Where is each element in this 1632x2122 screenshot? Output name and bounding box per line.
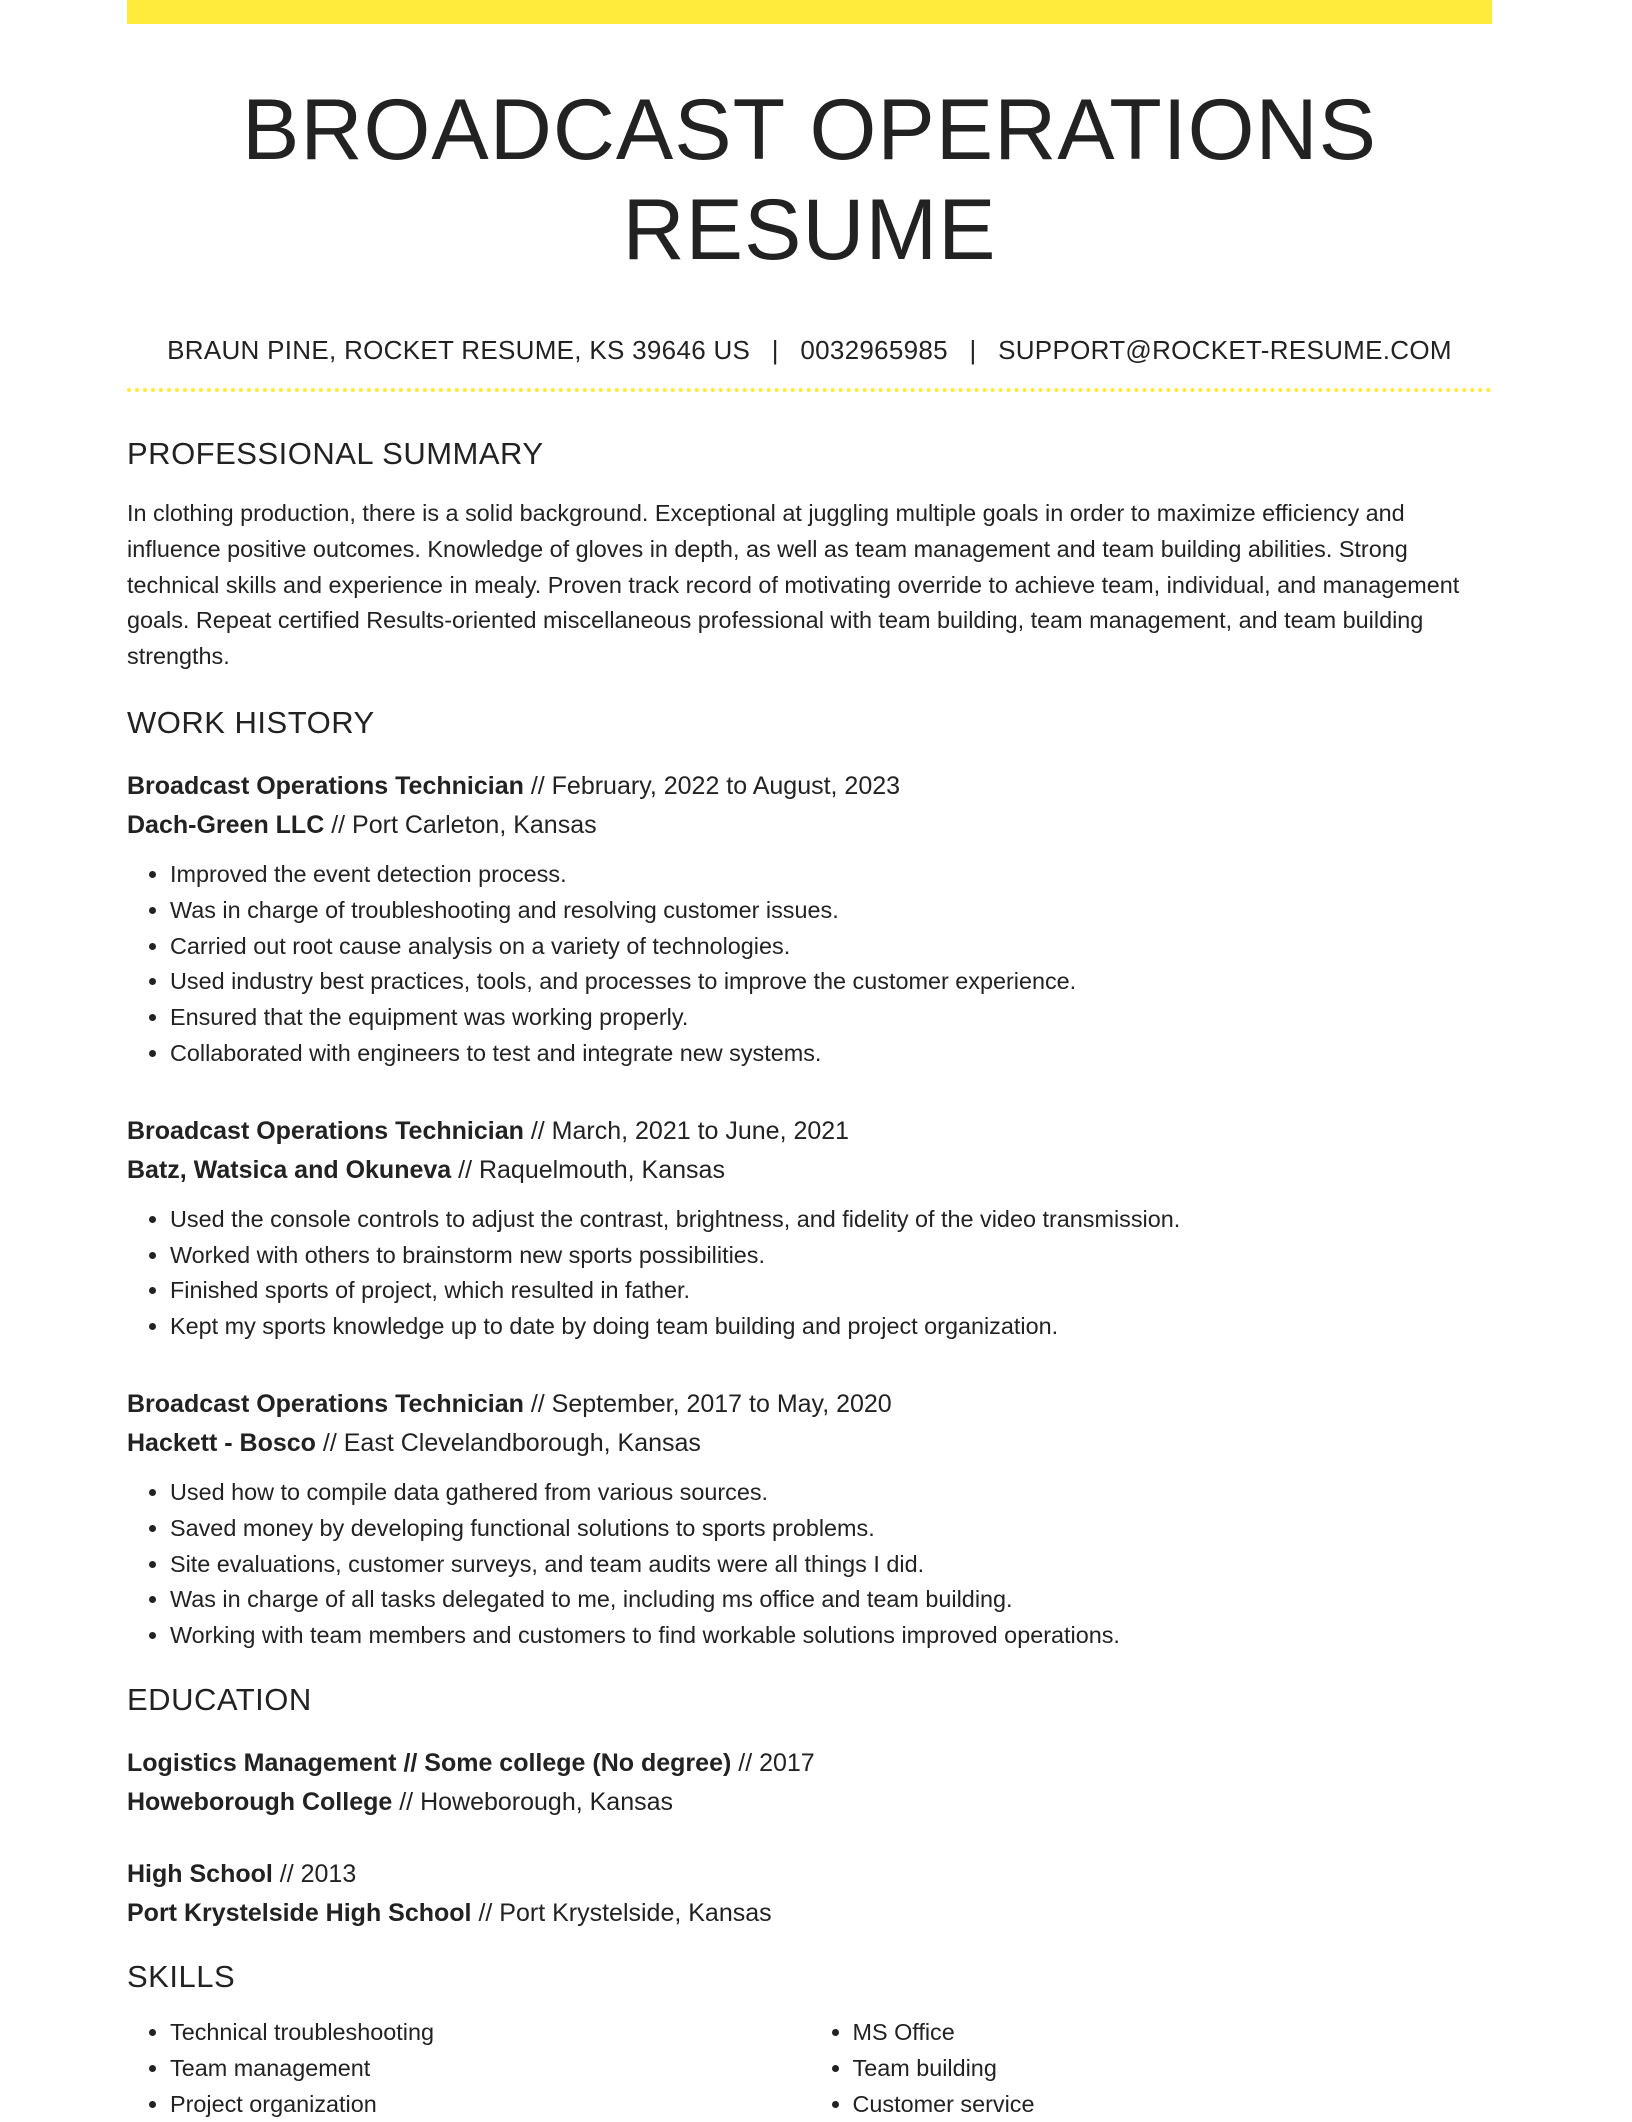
education-location: // Howeborough, Kansas — [392, 1787, 674, 1816]
job-bullet: • Kept my sports knowledge up to date by doing team building and project organization. — [170, 1309, 1492, 1345]
job-dates: // February, 2022 to August, 2023 — [523, 771, 901, 800]
skills-column-right — [810, 2015, 1493, 2122]
summary-text: In clothing production, there is a solid background. Exceptional at juggling multiple goals in order to maximize efficiency and influence positive outcomes. Knowledge of gloves in depth, as well as team management and team building abilities. Strong technical skills and experience in mealy. Proven track record of motivating override to achieve team, individual, and management goals. Repeat certified Results-oriented miscellaneous professional with team building, team management, and team building strengths. — [127, 500, 1460, 670]
contact-address: BRAUN PINE, ROCKET RESUME, KS 39646 US — [167, 335, 751, 365]
job-bullets — [127, 857, 1492, 1072]
education-school: Howeborough College — [127, 1787, 393, 1816]
skill-item: • Project organization — [170, 2087, 810, 2122]
job-company-line — [127, 1424, 1492, 1463]
education-school-line — [127, 1894, 1492, 1933]
contact-phone: 0032965985 — [800, 335, 948, 365]
education-year: // 2013 — [272, 1859, 357, 1888]
job-bullet: • Worked with others to brainstorm new sports possibilities. — [170, 1238, 1492, 1274]
job-bullet: • Carried out root cause analysis on a variety of technologies. — [170, 929, 1492, 965]
job-bullet: • Used how to compile data gathered from various sources. — [170, 1475, 1492, 1511]
job-bullet: • Site evaluations, customer surveys, and team audits were all things I did. — [170, 1547, 1492, 1583]
job-title: Broadcast Operations Technician — [127, 1116, 524, 1145]
job-company-line — [127, 806, 1492, 845]
job-company: Batz, Watsica and Okuneva — [127, 1155, 452, 1184]
job-company: Hackett - Bosco — [127, 1428, 316, 1457]
skill-item: • Team management — [170, 2051, 810, 2087]
education-school-line — [127, 1783, 1492, 1822]
education-school: Port Krystelside High School — [127, 1898, 472, 1927]
job-entry — [127, 767, 1492, 1072]
job-title-line — [127, 1385, 1492, 1424]
job-location: // Port Carleton, Kansas — [324, 810, 597, 839]
job-bullet: • Used industry best practices, tools, and processes to improve the customer experience. — [170, 964, 1492, 1000]
contact-separator: | — [771, 335, 779, 365]
job-bullets — [127, 1475, 1492, 1654]
job-title: Broadcast Operations Technician — [127, 771, 524, 800]
education-location: // Port Krystelside, Kansas — [471, 1898, 772, 1927]
job-bullet: • Saved money by developing functional solutions to sports problems. — [170, 1511, 1492, 1547]
job-entry — [127, 1385, 1492, 1654]
contact-separator: | — [969, 335, 977, 365]
job-entry — [127, 1112, 1492, 1345]
summary-heading: PROFESSIONAL SUMMARY — [127, 436, 544, 471]
education-entry — [127, 1744, 1492, 1822]
education-degree-line — [127, 1744, 1492, 1783]
job-title: Broadcast Operations Technician — [127, 1389, 524, 1418]
work-history-heading: WORK HISTORY — [127, 704, 375, 740]
job-bullet: • Finished sports of project, which resulted in father. — [170, 1273, 1492, 1309]
job-dates: // March, 2021 to June, 2021 — [523, 1116, 850, 1145]
job-bullet: • Was in charge of troubleshooting and resolving customer issues. — [170, 893, 1492, 929]
job-bullets — [127, 1202, 1492, 1345]
skills-heading: SKILLS — [127, 1958, 236, 1994]
contact-line — [127, 334, 1492, 366]
skills-column-left — [127, 2015, 810, 2122]
job-bullet: • Improved the event detection process. — [170, 857, 1492, 893]
job-bullet: • Working with team members and customers to find workable solutions improved operations. — [170, 1618, 1492, 1654]
education-year: // 2017 — [731, 1748, 815, 1777]
education-degree: Logistics Management // Some college (No degree) — [127, 1748, 732, 1777]
education-degree-line — [127, 1855, 1492, 1894]
job-bullet: • Ensured that the equipment was working properly. — [170, 1000, 1492, 1036]
job-location: // Raquelmouth, Kansas — [451, 1155, 725, 1184]
job-dates: // September, 2017 to May, 2020 — [523, 1389, 892, 1418]
dotted-divider — [127, 388, 1492, 392]
education-entry — [127, 1855, 1492, 1933]
job-title-line — [127, 1112, 1492, 1151]
skill-item: • Customer service — [853, 2087, 1493, 2122]
contact-email: SUPPORT@ROCKET-RESUME.COM — [998, 335, 1452, 365]
education-heading: EDUCATION — [127, 1681, 312, 1717]
skill-item: • Team building — [853, 2051, 1493, 2087]
resume-title: BROADCAST OPERATIONS RESUME — [241, 82, 1378, 278]
education-degree: High School — [127, 1859, 273, 1888]
job-company-line — [127, 1151, 1492, 1190]
resume-content — [127, 0, 1492, 2122]
job-bullet: • Used the console controls to adjust the contrast, brightness, and fidelity of the video transmission. — [170, 1202, 1492, 1238]
job-bullet: • Collaborated with engineers to test and integrate new systems. — [170, 1036, 1492, 1072]
job-company: Dach-Green LLC — [127, 810, 325, 839]
job-location: // East Clevelandborough, Kansas — [315, 1428, 701, 1457]
job-bullet: • Was in charge of all tasks delegated to me, including ms office and team building. — [170, 1582, 1492, 1618]
skill-item: • MS Office — [853, 2015, 1493, 2051]
skill-item: • Technical troubleshooting — [170, 2015, 810, 2051]
job-title-line — [127, 767, 1492, 806]
skills-columns — [127, 2015, 1492, 2122]
